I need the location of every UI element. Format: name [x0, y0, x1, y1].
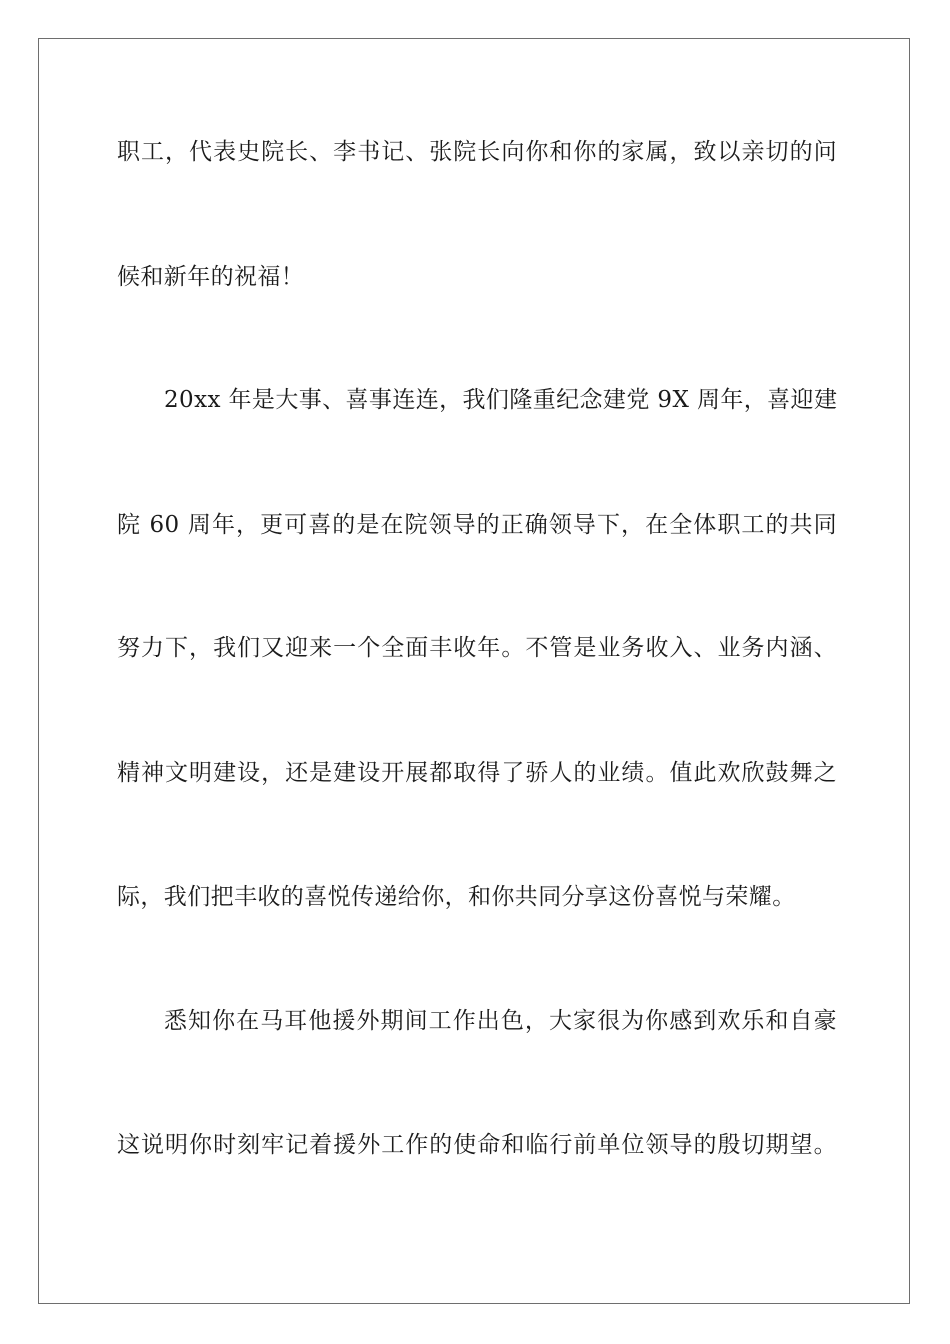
- paragraph-2-line-1: 20xx 年是大事、喜事连连，我们隆重纪念建党 9X 周年，喜迎建: [164, 387, 838, 413]
- paragraph-3-line-1: 悉知你在马耳他援外期间工作出色，大家很为你感到欢乐和自豪: [164, 1008, 837, 1034]
- paragraph-1-line-2: 候和新年的祝福！: [117, 264, 305, 290]
- paragraph-3-line-2: 这说明你时刻牢记着援外工作的使命和临行前单位领导的殷切期望。: [117, 1132, 837, 1158]
- paragraph-2-line-2: 院 60 周年，更可喜的是在院领导的正确领导下，在全体职工的共同: [117, 512, 837, 538]
- page-border: [38, 38, 910, 1304]
- paragraph-2-line-3: 努力下，我们又迎来一个全面丰收年。不管是业务收入、业务内涵、: [117, 635, 837, 661]
- paragraph-2-line-5: 际，我们把丰收的喜悦传递给你，和你共同分享这份喜悦与荣耀。: [117, 884, 796, 910]
- paragraph-1-line-1: 职工，代表史院长、李书记、张院长向你和你的家属，致以亲切的问: [117, 139, 837, 165]
- paragraph-2-line-4: 精神文明建设，还是建设开展都取得了骄人的业绩。值此欢欣鼓舞之: [117, 760, 837, 786]
